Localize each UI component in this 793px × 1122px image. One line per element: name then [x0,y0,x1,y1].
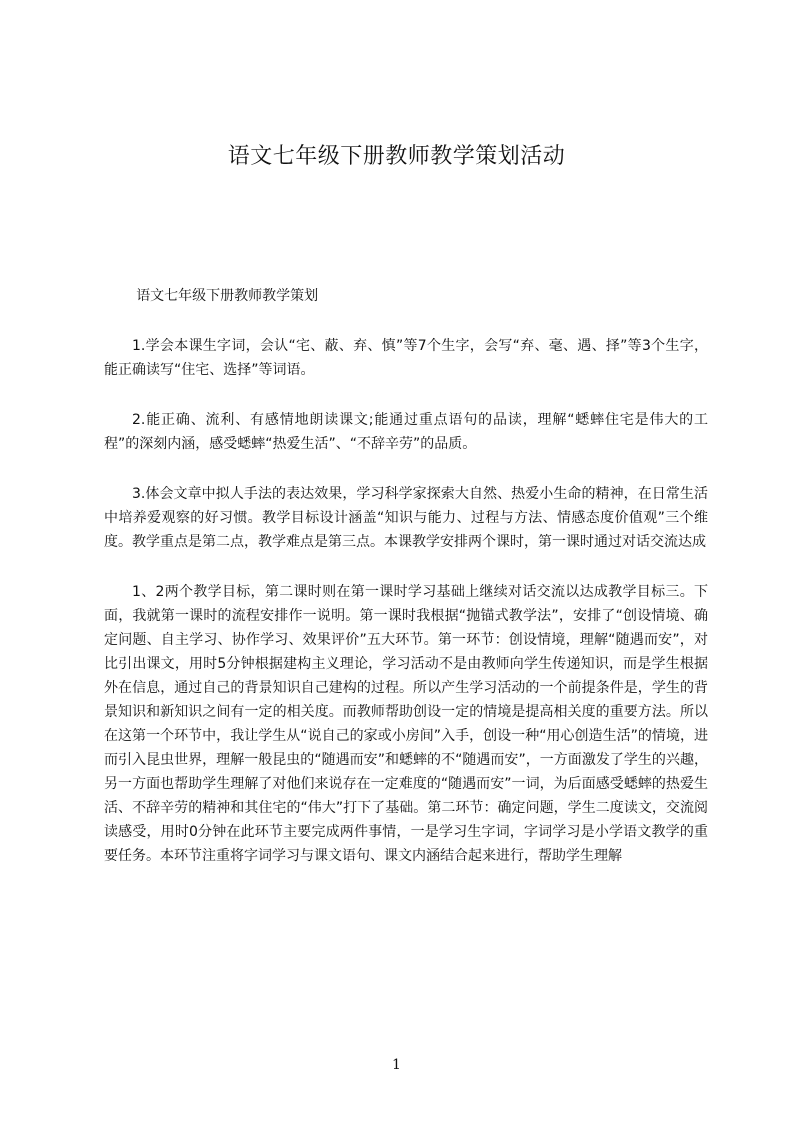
paragraph-objective-3: 3.体会文章中拟人手法的表达效果，学习科学家探索大自然、热爱小生命的精神，在日常生活中培养爱观察的好习惯。教学目标设计涵盖“知识与能力、过程与方法、情感态度价值观”三个维度。教学重点是第二点，教学难点是第三点。本课教学安排两个课时，第一课时通过对话交流达成 [104,486,708,550]
paragraph-objective-1: 1.学会本课生字词，会认“宅、蔽、弃、慎”等7个生字，会写“弃、毫、遇、择”等3个生字，能正确读写“住宅、选择”等词语。 [104,338,708,378]
page-number: 1 [392,1057,401,1073]
paragraph-lesson-flow: 1、2两个教学目标，第二课时则在第一课时学习基础上继续对话交流以达成教学目标三。下面，我就第一课时的流程安排作一说明。第一课时我根据“抛锚式教学法”，安排了“创设情境、确定问题、自主学习、协作学习、效果评价”五大环节。第一环节：创设情境，理解“随遇而安”，对比引出课文，用时5分钟根据建构主义理论，学习活动不是由教师向学生传递知识，而是学生根据外在信息，通过自己的背景知识自己建构的过程。所以产生学习活动的一个前提条件是，学生的背景知识和新知识之间有一定的相关度。而教师帮助创设一定的情境是提高相关度的重要方法。所以在这第一个环节中，我让学生从“说自己的家或小房间”入手，创设一种“用心创造生活”的情境，进而引入昆虫世界，理解一般昆虫的“随遇而安”和蟋蟀的不“随遇而安”，一方面激发了学生的兴趣，另一方面也帮助学生理解了对他们来说存在一定难度的“随遇而安”一词，为后面感受蟋蟀的热爱生活、不辞辛劳的精神和其住宅的“伟大”打下了基础。第二环节：确定问题，学生二度读文，交流阅读感受，用时0分钟在此环节主要完成两件事情，一是学习生字词，字词学习是小学语文教学的重要任务。本环节注重将字词学习与课文语句、课文内涵结合起来进行，帮助学生理解 [104,584,708,864]
paragraph-objective-2: 2.能正确、流利、有感情地朗读课文;能通过重点语句的品读，理解“蟋蟀住宅是伟大的工程”的深刻内涵，感受蟋蟀“热爱生活”、“不辞辛劳”的品质。 [104,412,708,452]
document-title: 语文七年级下册教师教学策划活动 [227,144,566,169]
section-subtitle: 语文七年级下册教师教学策划 [136,288,319,304]
document-body [104,284,708,894]
